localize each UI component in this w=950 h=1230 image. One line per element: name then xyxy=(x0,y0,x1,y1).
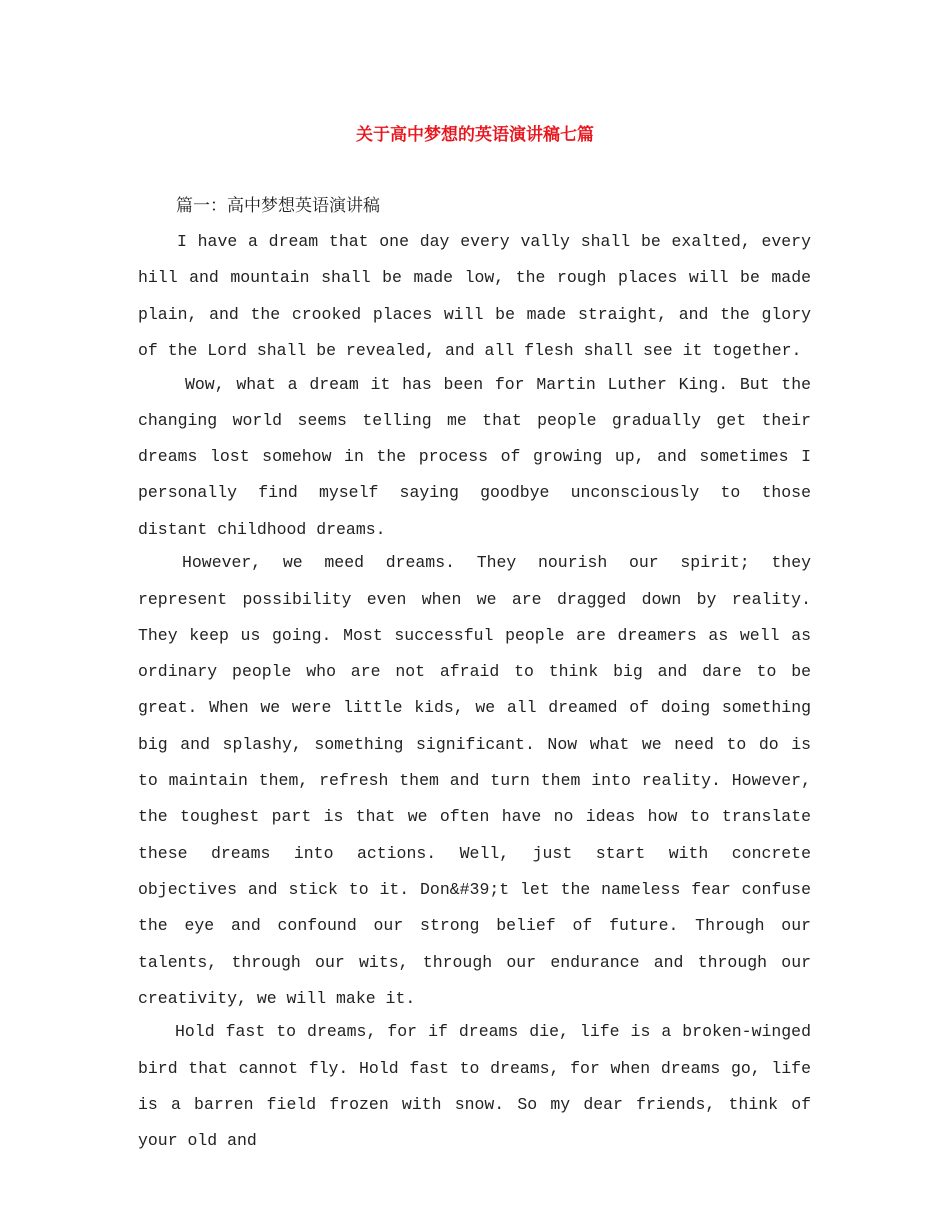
paragraph-4: Hold fast to dreams, for if dreams die, life is a broken-winged bird that cannot fly. Hold fast to dreams, for when dreams go, life is a barren field frozen with snow. So my dear friends, think of your old and xyxy=(138,1022,811,1151)
document-body xyxy=(138,190,811,1160)
document-title: 关于高中梦想的英语演讲稿七篇 xyxy=(356,125,594,145)
section-heading: 篇一：高中梦想英语演讲稿 xyxy=(176,196,380,216)
paragraph-1: I have a dream that one day every vally shall be exalted, every hill and mountain shall be made low, the rough places will be made plain, and the crooked places will be made straight, and the glory of the Lord shall be revealed, and all flesh shall see it together. xyxy=(138,232,811,360)
paragraph-3: However, we meed dreams. They nourish our spirit; they represent possibility even when we are dragged down by reality. They keep us going. Most successful people are dreamers as well as ordinary people who are not afraid to think big and dare to be great. When we were little kids, we all dreamed of doing something big and splashy, something significant. Now what we need to do is to maintain them, refresh them and turn them into reality. However, the toughest part is that we often have no ideas how to translate these dreams into actions. Well, just start with concrete objectives and stick to it. Don&#39;t let the nameless fear confuse the eye and confound our strong belief of future. Through our talents, through our wits, through our endurance and through our creativity, we will make it. xyxy=(138,553,811,1008)
paragraph-2: Wow, what a dream it has been for Martin Luther King. But the changing world seems telling me that people gradually get their dreams lost somehow in the process of growing up, and sometimes I personally find myself saying goodbye unconsciously to those distant childhood dreams. xyxy=(138,374,811,539)
